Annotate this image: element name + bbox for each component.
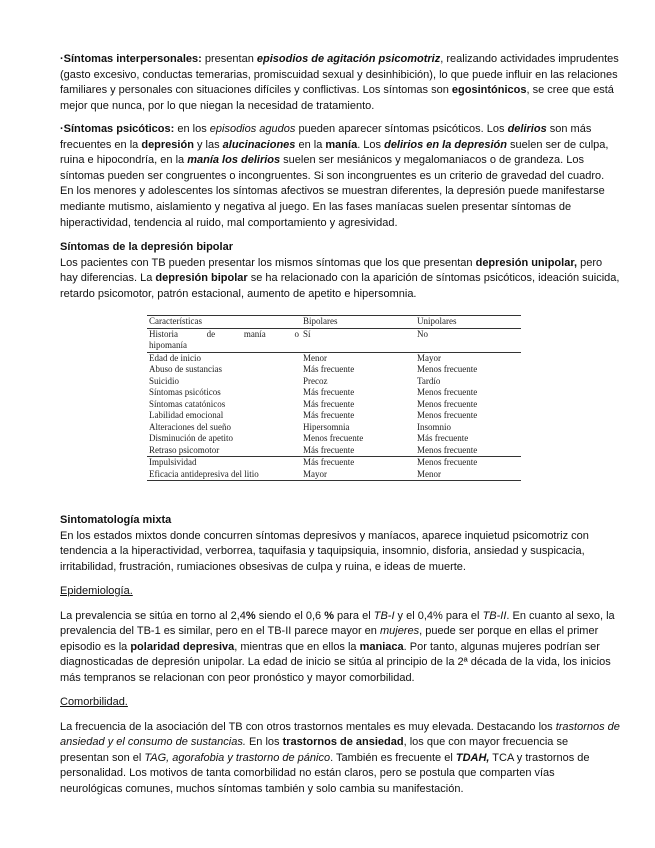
table-row (147, 328, 521, 352)
paragraph-sintomas-interpersonales: ·Síntomas interpersonales: presentan episodios de agitación psicomotriz, realizando actividades imprudentes (gasto excesivo, conductas temerarias, promiscuidad sexual y desinhibición), lo que puede influir en las relaciones familiares y personales con situaciones difíciles y conflictivas. Los síntomas son egosintónicos, se cree que está mejor que nunca, por lo que niegan la necesidad de tratamiento. (60, 53, 619, 112)
table-row (147, 352, 521, 364)
table-cell: Suicidio (149, 375, 180, 386)
table-cell: Mayor (415, 352, 521, 364)
table-cell: Retraso psicomotor (149, 444, 220, 455)
table-cell: No (417, 328, 428, 339)
table-row (147, 433, 521, 445)
table-cell: Abuso de sustancias (149, 364, 222, 374)
table-row (147, 422, 521, 434)
table-cell: Mayor (301, 469, 415, 481)
table-row (147, 364, 521, 376)
section-body: En los estados mixtos donde concurren síntomas depresivos y maníacos, aparece inquietud psicomotriz con tendencia a la hiperactividad, verborrea, taquifasia y taquipsiquia, insomnio, disforia, ansiedad y suspicacia, irritabilidad, frustración, rumiaciones obsesivas de culpa y ruina, e ideas de muerte. (60, 529, 589, 573)
table-header: Unipolares (415, 316, 521, 329)
section-comorbilidad (60, 695, 620, 798)
table-cell: Más frecuente (301, 457, 415, 469)
section-epidemiologia (60, 584, 620, 687)
table-row (147, 457, 521, 469)
section-sintomatologia-mixta (60, 513, 620, 575)
table-cell: Menos frecuente (417, 444, 478, 455)
table-header-row (147, 316, 521, 329)
table-header: Características (147, 316, 301, 329)
table-cell: Historia de manía o hipomanía (149, 328, 299, 350)
table-cell: Más frecuente (303, 444, 355, 455)
table-cell: Síntomas catatónicos (149, 398, 226, 409)
table-row (147, 445, 521, 457)
table-cell: Más frecuente (303, 410, 355, 420)
section-heading: Síntomas de la depresión bipolar (60, 241, 233, 253)
table-cell: Menos frecuente (415, 457, 521, 469)
comparison-table (147, 315, 521, 481)
section-heading: Sintomatología mixta (60, 514, 172, 526)
section-depresion-bipolar (60, 240, 620, 302)
table-cell: Disminución de apetito (149, 433, 233, 443)
table-cell: Precoz (303, 375, 328, 386)
table-cell: Menor (415, 469, 521, 481)
table-cell: Más frecuente (303, 387, 355, 397)
table-cell: Menos frecuente (417, 387, 478, 397)
section-body: La prevalencia se sitúa en torno al 2,4% siendo el 0,6 % para el TB-I y el 0,4% para el TB-II. En cuanto al sexo, la prevalencia del TB-1 es similar, pero en el TB-II parece mayor en mujeres, puede ser porque en ellas el primer episodio es la polaridad depresiva, mientras que en ellos la maniaca. Por tanto, algunas mujeres podrían ser diagnosticadas de depresión unipolar. La edad de inicio se sitúa al principio de la 2ª década de la vida, los inicios más tempranos se relacionan con peor pronóstico y mayor comorbilidad. (60, 609, 615, 684)
section-heading: Epidemiología. (60, 585, 133, 597)
table-cell: Alteraciones del sueño (149, 421, 231, 432)
table-row (147, 410, 521, 422)
section-body: La frecuencia de la asociación del TB con otros trastornos mentales es muy elevada. Destacando los trastornos de ansiedad y el consumo de sustancias. En los trastornos de ansiedad, los que con mayor frecuencia se presentan son el TAG, agorafobia y trastorno de pánico. También es frecuente el TDAH, TCA y trastornos de personalidad. Los motivos de tanta comorbilidad no están claros, pero se postula que comparten vías neurológicas comunes, muchos síntomas también y solo cambia su manifestación. (60, 720, 620, 795)
table-row (147, 387, 521, 399)
table-cell: Sí (303, 328, 311, 339)
table-cell: Insomnio (417, 421, 452, 432)
table-cell: Menos frecuente (303, 433, 364, 443)
table-cell: Labilidad emocional (149, 410, 224, 420)
paragraph-sintomas-psicoticos: ·Síntomas psicóticos: en los episodios agudos pueden aparecer síntomas psicóticos. Los delirios son más frecuentes en la depresión y las alucinaciones en la manía. Los delirios en la depresión suelen ser de culpa, ruina e hipocondría, en la manía los delirios suelen ser mesiánicos y megalomaniacos o de grandeza. Los síntomas pueden ser congruentes o incongruentes. Si son incongruentes es un criterio de gravedad del cuadro. En los menores y adolescentes los síntomas afectivos se muestran diferentes, la depresión puede manifestarse mediante mutismo, aislamiento y negativa al juego. En las fases maníacas suelen presentar síntomas de hiperactividad, tendencia al ruido, mal comportamiento y agresividad. (60, 123, 609, 229)
section-body: Los pacientes con TB pueden presentar los mismos síntomas que los que presentan depresión unipolar, pero hay diferencias. La depresión bipolar se ha relacionado con la aparición de síntomas psicóticos, ideación suicida, retardo psicomotor, patrón estacional, aumento de apetito e hipersomnia. (60, 256, 620, 300)
table-cell: Edad de inicio (147, 352, 301, 364)
table-cell: Síntomas psicóticos (149, 387, 221, 397)
table-cell: Impulsividad (147, 457, 301, 469)
table-cell: Menor (301, 352, 415, 364)
table-cell: Tardío (417, 375, 441, 386)
table-row (147, 376, 521, 388)
table-cell: Más frecuente (303, 364, 355, 374)
table-row (147, 399, 521, 411)
table-cell: Menos frecuente (417, 398, 478, 409)
table-row (147, 469, 521, 481)
table-cell: Hipersomnia (303, 421, 350, 432)
table-cell: Menos frecuente (417, 364, 478, 374)
section-heading: Comorbilidad. (60, 696, 128, 708)
table-header: Bipolares (301, 316, 415, 329)
table-cell: Más frecuente (303, 398, 355, 409)
table-cell: Más frecuente (417, 433, 469, 443)
table-cell: Eficacia antidepresiva del litio (147, 469, 301, 481)
table-cell: Menos frecuente (417, 410, 478, 420)
